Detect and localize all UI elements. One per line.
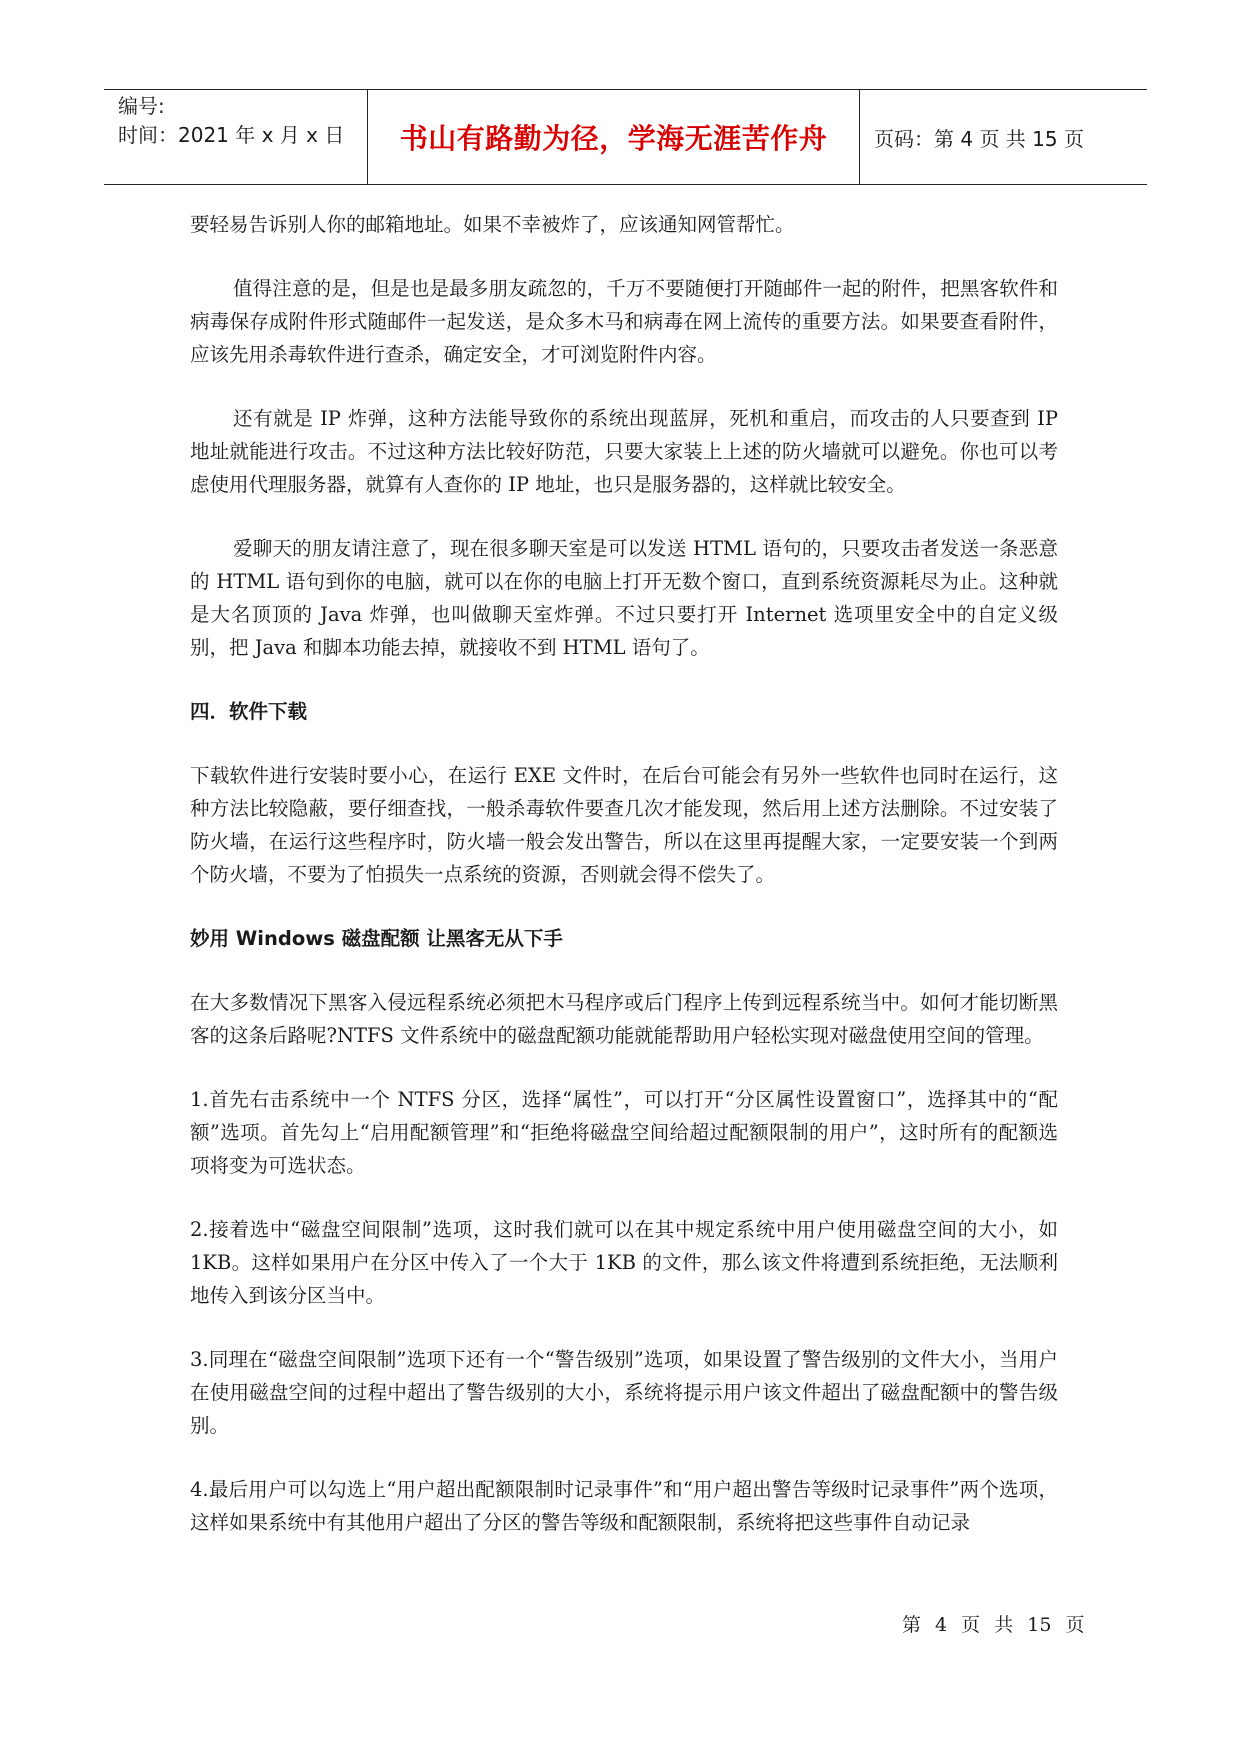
paragraph: 要轻易告诉别人你的邮箱地址。如果不幸被炸了，应该通知网管帮忙。	[190, 213, 795, 236]
section-heading: 四．软件下载	[190, 700, 308, 723]
paragraph: 在大多数情况下黑客入侵远程系统必须把木马程序或后门程序上传到远程系统当中。如何才能切断黑客的这条后路呢?NTFS 文件系统中的磁盘配额功能就能帮助用户轻松实现对磁盘使用空间的管理。	[190, 991, 1058, 1047]
header-motto: 书山有路勤为径，学海无涯苦作舟	[399, 122, 828, 155]
document-number-label: 编号:	[118, 94, 165, 118]
paragraph: 2.接着选中“磁盘空间限制”选项，这时我们就可以在其中规定系统中用户使用磁盘空间的大小，如 1KB。这样如果用户在分区中传入了一个大于 1KB 的文件，那么该文件将遭到系统拒绝，无法顺利地传入到该分区当中。	[190, 1218, 1058, 1307]
paragraph: 值得注意的是，但是也是最多朋友疏忽的，千万不要随便打开随邮件一起的附件，把黑客软件和病毒保存成附件形式随邮件一起发送，是众多木马和病毒在网上流传的重要方法。如果要查看附件，应该先用杀毒软件进行查杀，确定安全，才可浏览附件内容。	[190, 277, 1058, 366]
header-page-info: 页码：第 4 页 共 15 页	[874, 126, 1084, 151]
paragraph: 爱聊天的朋友请注意了，现在很多聊天室是可以发送 HTML 语句的，只要攻击者发送一条恶意的 HTML 语句到你的电脑，就可以在你的电脑上打开无数个窗口，直到系统资源耗尽为止。这种就是大名顶顶的 Java 炸弹，也叫做聊天室炸弹。不过只要打开 Internet 选项里安全中的自定义级别，把 Java 和脚本功能去掉，就接收不到 HTML 语句了。	[190, 537, 1058, 659]
paragraph: 4.最后用户可以勾选上“用户超出配额限制时记录事件”和“用户超出警告等级时记录事件”两个选项，这样如果系统中有其他用户超出了分区的警告等级和配额限制，系统将把这些事件自动记录	[190, 1478, 1058, 1534]
paragraph: 还有就是 IP 炸弹，这种方法能导致你的系统出现蓝屏，死机和重启，而攻击的人只要查到 IP 地址就能进行攻击。不过这种方法比较好防范，只要大家装上上述的防火墙就可以避免。你也可以考虑使用代理服务器，就算有人查你的 IP 地址，也只是服务器的，这样就比较安全。	[190, 407, 1058, 496]
page-header	[104, 89, 1147, 185]
section-heading: 妙用 Windows 磁盘配额 让黑客无从下手	[190, 927, 563, 950]
document-body	[190, 208, 1058, 1570]
header-meta	[104, 90, 368, 184]
header-page-cell	[860, 90, 1147, 184]
header-motto-cell	[368, 90, 860, 184]
paragraph: 3.同理在“磁盘空间限制”选项下还有一个“警告级别”选项，如果设置了警告级别的文件大小，当用户在使用磁盘空间的过程中超出了警告级别的大小，系统将提示用户该文件超出了磁盘配额中的警告级别。	[190, 1348, 1058, 1437]
paragraph: 1.首先右击系统中一个 NTFS 分区，选择“属性”，可以打开“分区属性设置窗口”，选择其中的“配额”选项。首先勾上“启用配额管理”和“拒绝将磁盘空间给超过配额限制的用户”，这时所有的配额选项将变为可选状态。	[190, 1088, 1058, 1177]
paragraph: 下载软件进行安装时要小心，在运行 EXE 文件时，在后台可能会有另外一些软件也同时在运行，这种方法比较隐蔽，要仔细查找，一般杀毒软件要查几次才能发现，然后用上述方法删除。不过安装了防火墙，在运行这些程序时，防火墙一般会发出警告，所以在这里再提醒大家，一定要安装一个到两个防火墙，不要为了怕损失一点系统的资源，否则就会得不偿失了。	[190, 764, 1058, 886]
page-footer: 第 4 页 共 15 页	[902, 1614, 1085, 1636]
document-time-label: 时间：2021 年 x 月 x 日	[118, 123, 345, 147]
